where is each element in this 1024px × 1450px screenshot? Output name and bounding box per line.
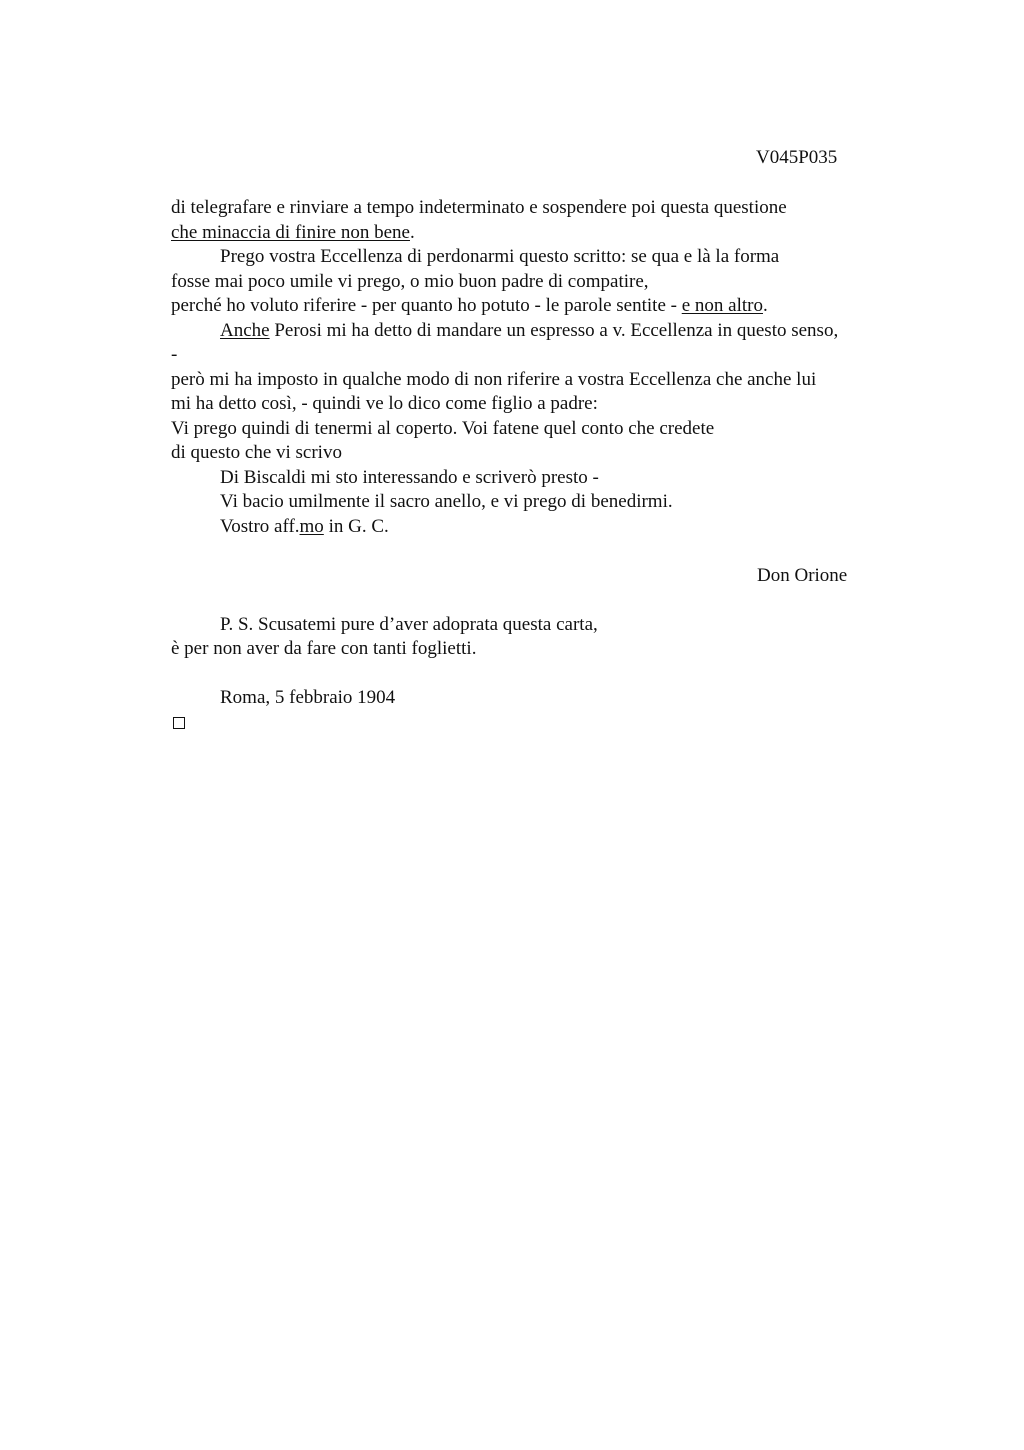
text-line: - — [171, 344, 178, 365]
underlined-text: e non altro — [681, 295, 763, 316]
reference-code: V045P035 — [756, 147, 838, 168]
text-line: mi ha detto così, - quindi ve lo dico come figlio a padre: — [171, 393, 598, 414]
text-segment: . — [762, 295, 768, 316]
text-segment: Vostro aff. — [220, 515, 300, 537]
text-line — [171, 515, 931, 540]
underlined-text: che minaccia di finire non bene — [171, 221, 410, 243]
text-line: Vi prego quindi di tenermi al coperto. Voi fatene quel conto che credete — [171, 417, 715, 439]
place-date: Roma, 5 febbraio 1904 — [220, 687, 396, 708]
text-line: di telegrafare e rinviare a tempo indeterminato e sospendere poi questa questione — [171, 197, 787, 218]
text-segment: . — [409, 221, 415, 243]
underlined-text: mo — [299, 515, 324, 537]
text-segment: Perosi mi ha detto di mandare un espresso a v. Eccellenza in questo senso, — [269, 319, 839, 341]
text-line — [171, 221, 931, 246]
text-line: Di Biscaldi mi sto interessando e scriverò presto - — [220, 466, 599, 488]
checkbox-icon — [173, 717, 185, 729]
text-line — [171, 711, 931, 736]
blank-line — [171, 588, 931, 613]
text-segment: in G. C. — [323, 515, 389, 537]
text-line — [171, 319, 931, 344]
text-line — [171, 294, 931, 319]
postscript-line: è per non aver da fare con tanti foglietti. — [171, 638, 477, 659]
text-line: di questo che vi scrivo — [171, 442, 342, 463]
underlined-text: Anche — [220, 319, 270, 341]
text-line: Prego vostra Eccellenza di perdonarmi questo scritto: se qua e là la forma — [220, 246, 780, 267]
blank-line — [171, 662, 931, 687]
text-line: Vi bacio umilmente il sacro anello, e vi prego di benedirmi. — [220, 491, 673, 512]
letter-body — [171, 196, 931, 735]
text-line: però mi ha imposto in qualche modo di non riferire a vostra Eccellenza che anche lui — [171, 368, 817, 390]
postscript-line: P. S. Scusatemi pure d’aver adoprata questa carta, — [220, 613, 598, 635]
signature: Don Orione — [757, 564, 848, 586]
blank-line — [171, 539, 931, 564]
text-line: fosse mai poco umile vi prego, o mio buon padre di compatire, — [171, 270, 649, 292]
text-segment: perché ho voluto riferire - per quanto ho potuto - le parole sentite - — [171, 295, 682, 316]
